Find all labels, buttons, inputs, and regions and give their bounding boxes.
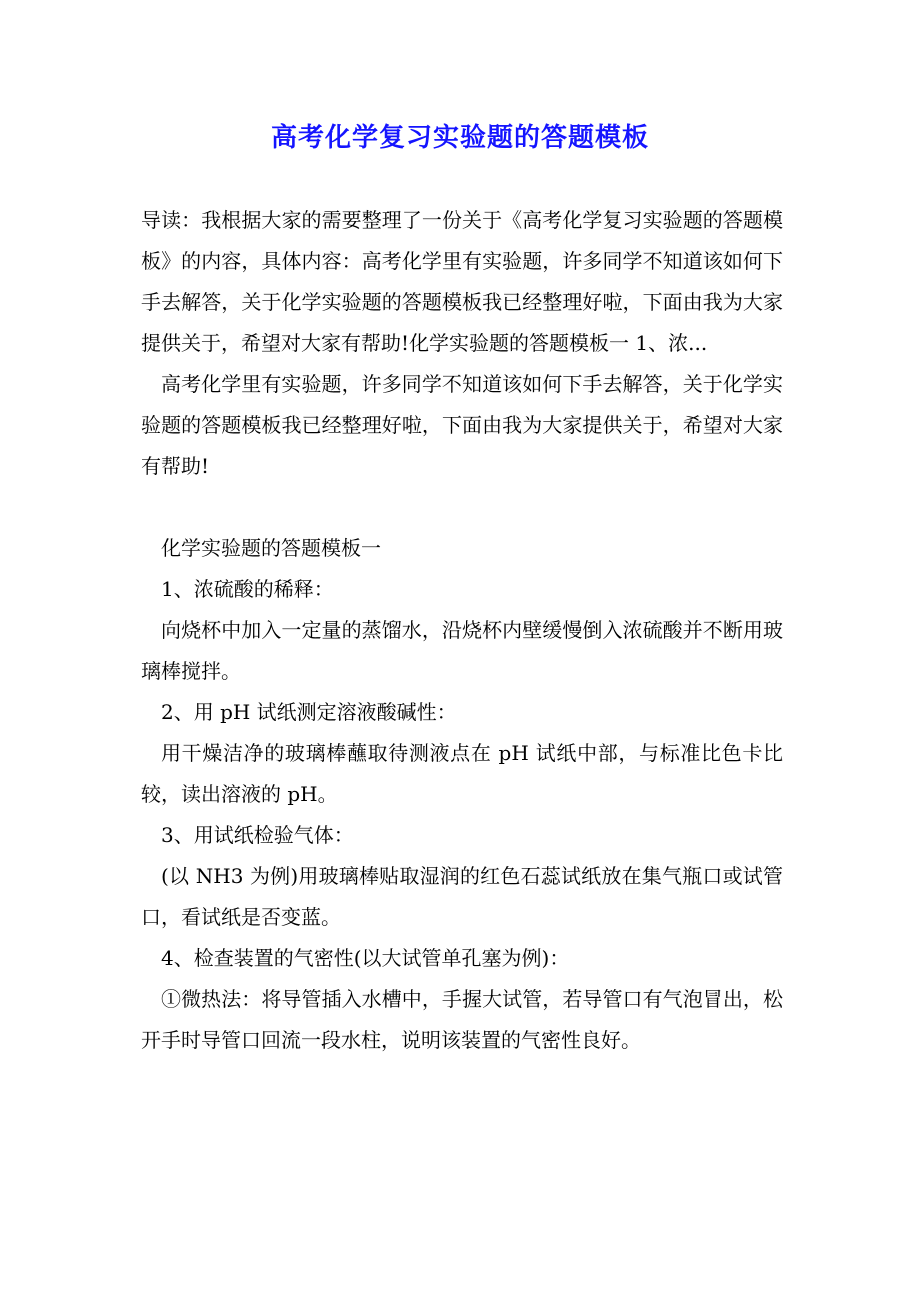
- item-1-body: 向烧杯中加入一定量的蒸馏水，沿烧杯内壁缓慢倒入浓硫酸并不断用玻璃棒搅拌。: [141, 618, 783, 683]
- document-body: [141, 200, 783, 1061]
- intro-paragraph: 导读：我根据大家的需要整理了一份关于《高考化学复习实验题的答题模板》的内容，具体内容：高考化学里有实验题，许多同学不知道该如何下手去解答，关于化学实验题的答题模板我已经整理好啦，下面由我为大家提供关于，希望对大家有帮助!化学实验题的答题模板一 1、浓...: [141, 208, 783, 355]
- section-heading: 化学实验题的答题模板一: [161, 536, 381, 560]
- item-1-heading: 1、浓硫酸的稀释：: [161, 577, 334, 601]
- item-3-body: (以 NH3 为例)用玻璃棒贴取湿润的红色石蕊试纸放在集气瓶口或试管口，看试纸是否变蓝。: [141, 864, 783, 929]
- document-title: 高考化学复习实验题的答题模板: [270, 123, 649, 153]
- paragraph-spacer: [141, 487, 783, 528]
- item-3-heading: 3、用试纸检验气体：: [161, 823, 354, 847]
- item-2-body: 用干燥洁净的玻璃棒蘸取待测液点在 pH 试纸中部，与标准比色卡比较，读出溶液的 pH。: [141, 741, 783, 806]
- item-4-body: ①微热法：将导管插入水槽中，手握大试管，若导管口有气泡冒出，松开手时导管口回流一段水柱，说明该装置的气密性良好。: [141, 987, 783, 1052]
- item-2-heading: 2、用 pH 试纸测定溶液酸碱性：: [161, 700, 457, 724]
- lead-paragraph: 高考化学里有实验题，许多同学不知道该如何下手去解答，关于化学实验题的答题模板我已经整理好啦，下面由我为大家提供关于，希望对大家有帮助!: [141, 372, 783, 478]
- item-4-heading: 4、检查装置的气密性(以大试管单孔塞为例)：: [161, 946, 570, 970]
